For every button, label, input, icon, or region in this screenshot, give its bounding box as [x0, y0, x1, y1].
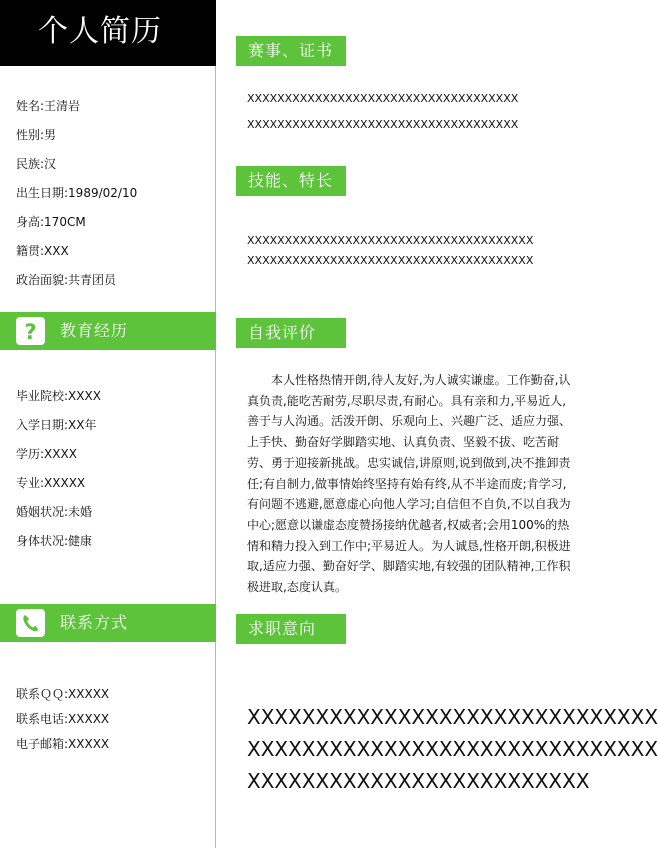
contact-qq: 联系ＱＱ:XXXXX: [16, 687, 110, 701]
awards-line: XXXXXXXXXXXXXXXXXXXXXXXXXXXXXXXXXXXX: [247, 118, 519, 131]
contact-heading: [0, 604, 216, 642]
edu-degree: 学历:XXXX: [16, 447, 77, 461]
contact-heading-label: 联系方式: [60, 613, 129, 632]
contact-info-list: [16, 686, 109, 761]
education-heading: [0, 312, 216, 350]
edu-school: 毕业院校:XXXX: [16, 389, 101, 403]
phone-icon: [16, 609, 45, 637]
info-hometown: 籍贯:XXX: [16, 244, 69, 258]
awards-line: XXXXXXXXXXXXXXXXXXXXXXXXXXXXXXXXXXXX: [247, 92, 519, 105]
page-title: 个人简历: [38, 14, 162, 49]
self-evaluation-heading: 自我评价: [236, 318, 346, 348]
edu-enroll-date: 入学日期:XX年: [16, 418, 97, 432]
info-height: 身高:170CM: [16, 215, 86, 229]
svg-text:?: ?: [24, 320, 37, 344]
contact-email: 电子邮箱:XXXXX: [16, 737, 110, 751]
personal-info-list: [16, 98, 137, 301]
edu-health: 身体状况:健康: [16, 534, 93, 548]
job-intent-line: XXXXXXXXXXXXXXXXXXXXXXXXX: [247, 769, 590, 793]
self-evaluation-text: [247, 370, 575, 598]
skills-line: XXXXXXXXXXXXXXXXXXXXXXXXXXXXXXXXXXXXXX: [247, 234, 534, 247]
contact-phone: 联系电话:XXXXX: [16, 712, 110, 726]
info-birthdate: 出生日期:1989/02/10: [16, 186, 138, 200]
left-column: [0, 0, 216, 848]
title-bar: [0, 0, 216, 66]
info-gender: 性别:男: [16, 128, 57, 142]
skills-line: XXXXXXXXXXXXXXXXXXXXXXXXXXXXXXXXXXXXXX: [247, 254, 534, 267]
education-info-list: [16, 388, 101, 562]
awards-heading: 赛事、证书: [236, 36, 346, 66]
info-ethnicity: 民族:汉: [16, 157, 57, 171]
question-icon: [16, 317, 45, 345]
job-intent-line: XXXXXXXXXXXXXXXXXXXXXXXXXXXXXX: [247, 705, 658, 729]
skills-heading: 技能、特长: [236, 166, 346, 196]
education-heading-label: 教育经历: [60, 321, 129, 340]
job-intent-heading: 求职意向: [236, 614, 346, 644]
info-political-status: 政治面貌:共青团员: [16, 273, 117, 287]
info-name: 姓名:王清岩: [16, 99, 81, 113]
self-evaluation-body: 本人性格热情开朗,待人友好,为人诚实谦虚。工作勤奋,认真负责,能吃苦耐劳,尽职尽责,有耐心。具有亲和力,平易近人,善于与人沟通。活泼开朗、乐观向上、兴趣广泛、适应力强、上手快、勤奋好学脚踏实地、认真负责、坚毅不拔、吃苦耐劳、勇于迎接新挑战。忠实诚信,讲原则,说到做到,决不推卸责任;有自制力,做事情始终坚持有始有终,从不半途而废;肯学习,有问题不逃避,愿意虚心向他人学习;自信但不自负,不以自我为中心;愿意以谦虚态度赞扬接纳优越者,权威者;会用100%的热情和精力投入到工作中;平易近人。为人诚恳,性格开朗,积极进取,适应力强、勤奋好学、脚踏实地,有较强的团队精神,工作积极进取,态度认真。: [247, 373, 572, 595]
edu-marital-status: 婚姻状况:未婚: [16, 505, 93, 519]
edu-major: 专业:XXXXX: [16, 476, 86, 490]
job-intent-line: XXXXXXXXXXXXXXXXXXXXXXXXXXXXXX: [247, 737, 658, 761]
